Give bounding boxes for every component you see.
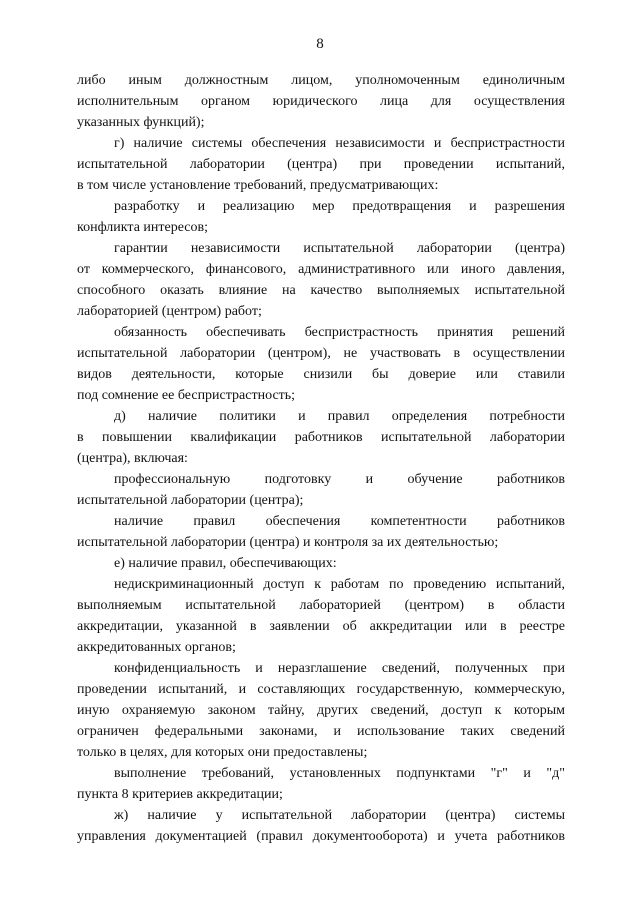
text-line: испытательной лаборатории (центром), не участвовать в осуществлении (77, 346, 565, 361)
text-line: обязанность обеспечивать беспристрастность принятия решений (114, 325, 565, 340)
page-number: 8 (316, 36, 324, 52)
text-line: е) наличие правил, обеспечивающих: (114, 556, 337, 571)
text-line: аккредитации, указанной в заявлении об аккредитации или в реестре (77, 619, 565, 634)
text-line: либо иным должностным лицом, уполномоченным единоличным (77, 73, 565, 88)
text-line: испытательной лаборатории (центра) и контроля за их деятельностью; (77, 535, 499, 550)
text-line: испытательной лаборатории (центра); (77, 493, 304, 508)
text-line: ж) наличие у испытательной лаборатории (центра) системы (114, 808, 565, 823)
paragraph (77, 658, 565, 763)
paragraph (77, 574, 565, 658)
text-line: иную охраняемую законом тайну, других сведений, доступ к которым (77, 703, 565, 718)
text-line: (центра), включая: (77, 451, 188, 466)
text-line: только в целях, для которых они предоставлены; (77, 745, 368, 760)
paragraph (77, 70, 565, 133)
text-line: профессиональную подготовку и обучение работников (114, 472, 565, 487)
text-line: управления документацией (правил документооборота) и учета работников (77, 829, 565, 844)
text-line: недискриминационный доступ к работам по проведению испытаний, (114, 577, 565, 592)
text-line: гарантии независимости испытательной лаборатории (центра) (114, 241, 565, 256)
text-line: испытательной лаборатории (центра) при проведении испытаний, (77, 157, 565, 172)
text-line: наличие правил обеспечения компетентности работников (114, 514, 565, 529)
text-line: в повышении квалификации работников испытательной лаборатории (77, 430, 565, 445)
text-line: аккредитованных органов; (77, 640, 236, 655)
text-line: способного оказать влияние на качество выполняемых испытательной (77, 283, 565, 298)
text-line: д) наличие политики и правил определения потребности (114, 409, 565, 424)
text-line: выполняемым испытательной лабораторией (центром) в области (77, 598, 565, 613)
text-line: видов деятельности, которые снизили бы доверие или ставили (77, 367, 565, 382)
text-line: в том числе установление требований, предусматривающих: (77, 178, 439, 193)
text-line: выполнение требований, установленных подпунктами "г" и "д" (114, 766, 565, 781)
text-line: пункта 8 критериев аккредитации; (77, 787, 283, 802)
paragraph (77, 511, 565, 553)
paragraph (77, 469, 565, 511)
text-line: разработку и реализацию мер предотвращения и разрешения (114, 199, 565, 214)
text-line: г) наличие системы обеспечения независимости и беспристрастности (114, 136, 565, 151)
document-body (77, 70, 565, 847)
paragraph (77, 238, 565, 322)
text-line: проведении испытаний, и составляющих государственную, коммерческую, (77, 682, 565, 697)
paragraph (77, 805, 565, 847)
text-line: лабораторией (центром) работ; (77, 304, 262, 319)
paragraph (77, 763, 565, 805)
text-line: под сомнение ее беспристрастность; (77, 388, 296, 403)
text-line: указанных функций); (77, 115, 205, 130)
text-line: исполнительным органом юридического лица для осуществления (77, 94, 565, 109)
paragraph (77, 322, 565, 406)
paragraph (77, 406, 565, 469)
paragraph (77, 133, 565, 196)
paragraph (77, 196, 565, 238)
text-line: ограничен федеральными законами, и использование таких сведений (77, 724, 565, 739)
text-line: от коммерческого, финансового, административного или иного давления, (77, 262, 565, 277)
paragraph (77, 553, 565, 574)
text-line: конфиденциальность и неразглашение сведений, полученных при (114, 661, 565, 676)
text-line: конфликта интересов; (77, 220, 208, 235)
